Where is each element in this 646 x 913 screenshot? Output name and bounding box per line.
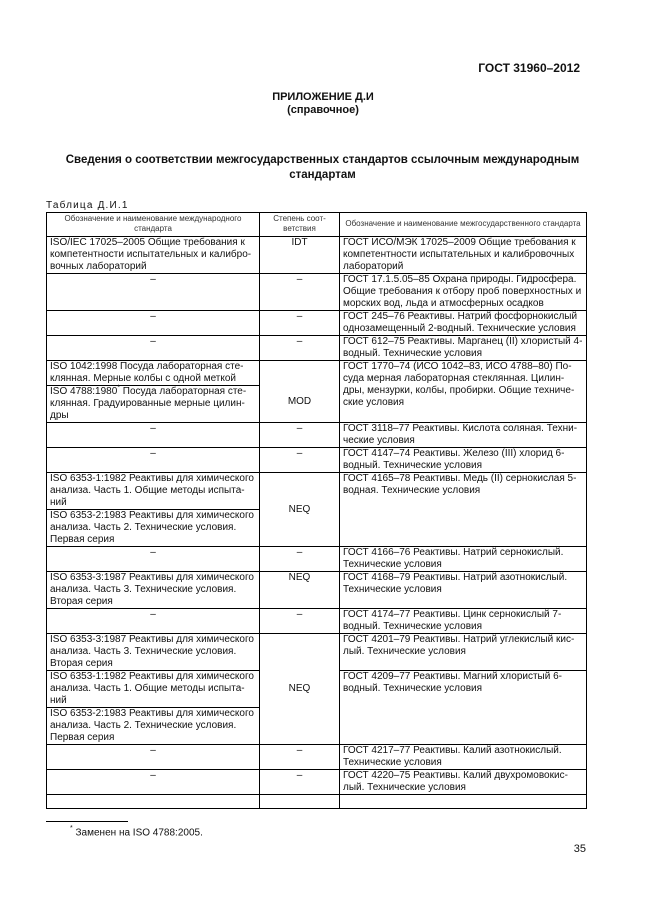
cell-gost: ГОСТ 4209–77 Реактивы. Магний хлористый 6-водный. Технические условия [340,671,587,745]
cell-gost: ГОСТ 4168–79 Реактивы. Натрий азотнокислый. Технические условия [340,572,587,609]
header-degree: Степень соот-ветствия [260,213,340,237]
cell-degree: – [260,448,340,473]
footnote-mark: * [117,384,121,392]
header-gost-standard: Обозначение и наименование межгосударственного стандарта [340,213,587,237]
correspondence-table [46,212,587,809]
footnote-divider [46,821,128,822]
table-row [47,274,587,311]
header-intl-standard: Обозначение и наименование международного стандарта [47,213,260,237]
cell-gost: ГОСТ 4201–79 Реактивы. Натрий углекислый кис-лый. Технические условия [340,634,587,671]
page-number: 35 [573,843,586,855]
footnote [70,826,203,838]
cell-intl: – [47,547,260,572]
cell-degree: IDT [260,237,340,274]
cell-degree: – [260,336,340,361]
cell-intl: ISO 1042:1998 Посуда лабораторная сте-клянная. Мерные колбы с одной меткой [47,361,260,386]
cell-degree: – [260,609,340,634]
cell-degree: NEQ [260,473,340,547]
cell-intl [47,386,260,423]
cell-gost: ГОСТ 4166–76 Реактивы. Натрий сернокислый. Технические условия [340,547,587,572]
appendix-title: ПРИЛОЖЕНИЕ Д.И [272,91,374,103]
cell-degree: – [260,745,340,770]
cell-intl: – [47,336,260,361]
table-row [47,634,587,671]
cell-intl: ISO 6353-1:1982 Реактивы для химического анализа. Часть 1. Общие методы испыта-ний [47,473,260,510]
table-row [47,423,587,448]
cell-gost: ГОСТ 612–75 Реактивы. Марганец (II) хлористый 4-водный. Технические условия [340,336,587,361]
table-row [47,572,587,609]
cell-intl: – [47,609,260,634]
table-row [47,361,587,386]
cell-intl: ISO 6353-2:1983 Реактивы для химического анализа. Часть 2. Технические условия. Первая серия [47,708,260,745]
table-header-row [47,213,587,237]
document-code: ГОСТ 31960–2012 [478,61,580,75]
cell-intl: ISO/IEC 17025–2005 Общие требования к компетентности испытательных и калибро-вочных лабораторий [47,237,260,274]
table-row [47,770,587,795]
cell-degree: – [260,311,340,336]
cell-gost: ГОСТ 4147–74 Реактивы. Железо (III) хлорид 6-водный. Технические условия [340,448,587,473]
cell-intl: – [47,448,260,473]
intl-standard-code: ISO 4788:1980 [50,386,118,397]
cell-degree: – [260,423,340,448]
cell-degree: MOD [260,361,340,423]
appendix-heading [0,91,646,117]
table-row [47,609,587,634]
cell-gost: ГОСТ 245–76 Реактивы. Натрий фосфорнокислый однозамещенный 2-водный. Технические условия [340,311,587,336]
cell-intl: – [47,770,260,795]
cell-degree: – [260,770,340,795]
cell-intl: – [47,311,260,336]
cell-degree: – [260,274,340,311]
cell-intl: – [47,423,260,448]
cell-gost: ГОСТ 3118–77 Реактивы. Кислота соляная. Техни-ческие условия [340,423,587,448]
appendix-subtitle: (справочное) [287,104,359,116]
cell-gost [340,795,587,809]
intl-standard-title: Посуда лабораторная сте-клянная. Градуированные мерные цилин-дры [50,386,247,421]
table-row [47,473,587,510]
main-title: Сведения о соответствии межгосударственных стандартов ссылочным международным стандартам [65,154,580,181]
table-row [47,336,587,361]
table-row [47,448,587,473]
cell-gost: ГОСТ 4174–77 Реактивы. Цинк сернокислый 7-водный. Технические условия [340,609,587,634]
cell-gost: ГОСТ 1770–74 (ИСО 1042–83, ИСО 4788–80) По-суда мерная лабораторная стеклянная. Цилин-дры, мензурки, колбы, пробирки. Общие техниче-ские условия [340,361,587,423]
cell-degree: NEQ [260,634,340,745]
cell-intl: ISO 6353-3:1987 Реактивы для химического анализа. Часть 3. Технические условия. Вторая серия [47,572,260,609]
footnote-text: Заменен на ISO 4788:2005. [75,827,203,839]
cell-intl: – [47,274,260,311]
cell-degree: NEQ [260,572,340,609]
cell-degree: – [260,547,340,572]
table-row [47,237,587,274]
table-row-empty [47,795,587,809]
footnote-mark: * [70,825,73,832]
cell-intl: ISO 6353-2:1983 Реактивы для химического анализа. Часть 2. Технические условия. Первая серия [47,510,260,547]
cell-intl: ISO 6353-3:1987 Реактивы для химического анализа. Часть 3. Технические условия. Вторая серия [47,634,260,671]
cell-intl [47,795,260,809]
table-row [47,745,587,770]
cell-gost: ГОСТ 17.1.5.05–85 Охрана природы. Гидросфера. Общие требования к отбору проб поверхностных и морских вод, льда и атмосферных осадков [340,274,587,311]
table-caption: Таблица Д.И.1 [46,200,129,211]
cell-gost: ГОСТ ИСО/МЭК 17025–2009 Общие требования к компетентности испытательных и калибровочных лабораторий [340,237,587,274]
cell-intl: ISO 6353-1:1982 Реактивы для химического анализа. Часть 1. Общие методы испыта-ний [47,671,260,708]
cell-intl: – [47,745,260,770]
table-row [47,311,587,336]
cell-gost: ГОСТ 4165–78 Реактивы. Медь (II) сернокислая 5-водная. Технические условия [340,473,587,547]
table-row [47,547,587,572]
cell-degree [260,795,340,809]
cell-gost: ГОСТ 4217–77 Реактивы. Калий азотнокислый. Технические условия [340,745,587,770]
cell-gost: ГОСТ 4220–75 Реактивы. Калий двухромовокис-лый. Технические условия [340,770,587,795]
